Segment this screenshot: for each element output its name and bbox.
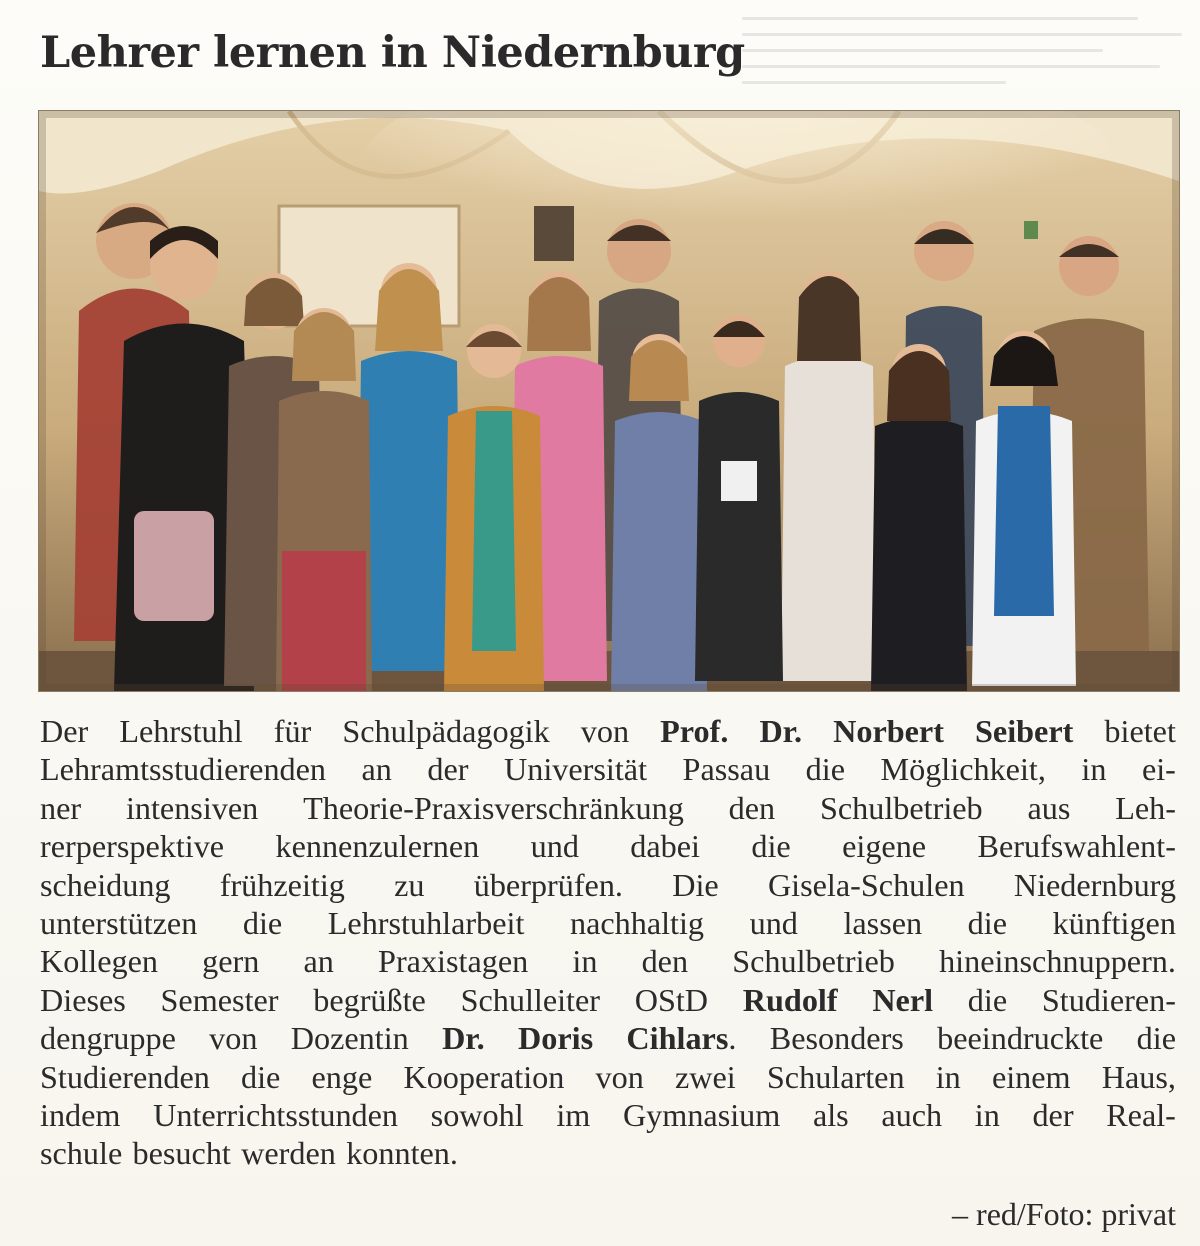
article-word: an [303,943,334,980]
article-word: begrüßte [313,981,426,1018]
article-word: und [749,905,798,942]
article-word: lassen [843,905,923,942]
article-line [40,789,1176,827]
article-word: besucht [132,1135,231,1172]
article-word: Schularten [766,1058,905,1095]
article-word: unterstützen [40,905,198,942]
article-word: Dozentin [290,1020,409,1057]
article-word: bietet [1104,713,1176,749]
article-word: Schulleiter [460,981,600,1018]
article-word: dengruppe [40,1020,176,1057]
article-word: Der [40,713,89,749]
article-word: für [273,713,312,749]
article-word: Kollegen [40,943,158,980]
article-word: überprüfen. [473,866,623,903]
article-word: nachhaltig [569,905,705,942]
name-with-period [626,1019,736,1057]
article-word: Haus, [1101,1058,1176,1095]
article-word: Universität [504,751,648,788]
article-word: zu [394,866,425,903]
article-word: von [595,1058,644,1095]
article-word: von [580,713,630,749]
article-word: künftigen [1052,905,1176,942]
article-word: . [728,1020,737,1057]
article-word: eigene [842,828,927,865]
article-word: an [361,751,392,788]
article-line [40,1019,1176,1057]
article-body [40,712,1176,1173]
article-line [40,866,1176,904]
article-word: Schulbetrieb [819,789,983,826]
article-word: die [967,905,1007,942]
article-word: Leh- [1115,789,1176,826]
article-line [40,712,1176,750]
article-word: gern [202,943,260,980]
article-word: den [641,943,689,980]
article-word: als [812,1097,849,1134]
group-photo [38,110,1180,692]
article-word: von [209,1020,258,1057]
article-word: im [556,1097,591,1134]
article-word: Die [672,866,719,903]
article-word: Berufswahlent- [977,828,1176,865]
article-word: in [935,1058,961,1095]
article-headline: Lehrer lernen in Niedernburg [40,28,745,78]
article-word: Semester [160,981,279,1018]
article-word: intensiven [125,789,259,826]
article-word: werden [241,1135,336,1172]
article-word: Studieren- [1041,981,1176,1018]
article-line [40,827,1176,865]
article-word: Theorie-Praxisverschränkung [303,789,684,826]
article-word: die [241,1058,281,1095]
article-word: OStD [634,981,709,1018]
article-word: die [242,905,283,942]
article-word: Lehrstuhl [119,713,243,749]
article-word: der [1032,1097,1074,1134]
article-word: dabei [630,828,700,865]
article-word: konnten. [346,1135,458,1172]
article-word: die [967,981,1008,1018]
article-word: sowohl [430,1097,524,1134]
article-word: Kooperation [403,1058,565,1095]
article-word: Dieses [40,981,126,1018]
article-line [40,942,1176,980]
article-word: einem [991,1058,1071,1095]
bold-name-word: Dr. [442,1020,485,1057]
article-word: enge [311,1058,373,1095]
bold-name-word: Norbert [833,713,944,749]
bold-name-word: Nerl [872,981,934,1018]
article-word: Real- [1106,1097,1176,1134]
article-word: Schulbetrieb [732,943,895,980]
article-line [40,750,1176,788]
article-word: auch [881,1097,943,1134]
bold-name-word: Prof. [660,713,729,749]
article-word: aus [1027,789,1071,826]
article-word: die [805,751,845,788]
article-line [40,981,1176,1019]
article-word: hineinschnuppern. [939,943,1176,980]
article-word: frühzeitig [219,866,345,903]
bold-name-word: Cihlars [626,1020,729,1057]
article-word: in [572,943,598,980]
article-word: indem [40,1097,121,1134]
article-word: Praxistagen [378,943,529,980]
article-word: in [1081,751,1107,788]
article-word: Passau [682,751,771,788]
article-word: Schulpädagogik [342,713,550,749]
article-line [40,1134,1176,1172]
bold-name-word: Rudolf [742,981,838,1018]
article-word: scheidung [40,866,171,903]
article-word: kennenzulernen [275,828,480,865]
photo-credit: – red/Foto: privat [952,1196,1176,1232]
article-word: Lehrstuhlarbeit [327,905,525,942]
reverse-side-bleed-through [742,4,1182,104]
article-word: Möglichkeit, [880,751,1046,788]
article-word: und [530,828,579,865]
bold-name-word: Seibert [975,713,1074,749]
article-word: Besonders [769,1020,904,1057]
article-line [40,1096,1176,1134]
article-word: in [974,1097,1000,1134]
article-word: die [1136,1020,1176,1057]
article-word: rerperspektive [40,828,225,865]
article-word: ei- [1141,751,1176,788]
article-line [40,1058,1176,1096]
article-word: Lehramtsstudierenden [40,751,327,788]
article-word: Unterrichtsstunden [153,1097,399,1134]
article-word: zwei [674,1058,736,1095]
article-word: Niedernburg [1013,866,1176,903]
article-word: Studierenden [40,1058,210,1095]
article-word: Gisela-Schulen [767,866,965,903]
article-line [40,904,1176,942]
article-word: Gymnasium [622,1097,781,1134]
article-word: ner [40,789,82,826]
article-word: beeindruckte [937,1020,1104,1057]
bold-name-word: Doris [518,1020,594,1057]
article-word: der [427,751,469,788]
article-word: schule [40,1135,123,1172]
bold-name-word: Dr. [759,713,803,749]
article-word: die [751,828,791,865]
article-word: den [728,789,776,826]
